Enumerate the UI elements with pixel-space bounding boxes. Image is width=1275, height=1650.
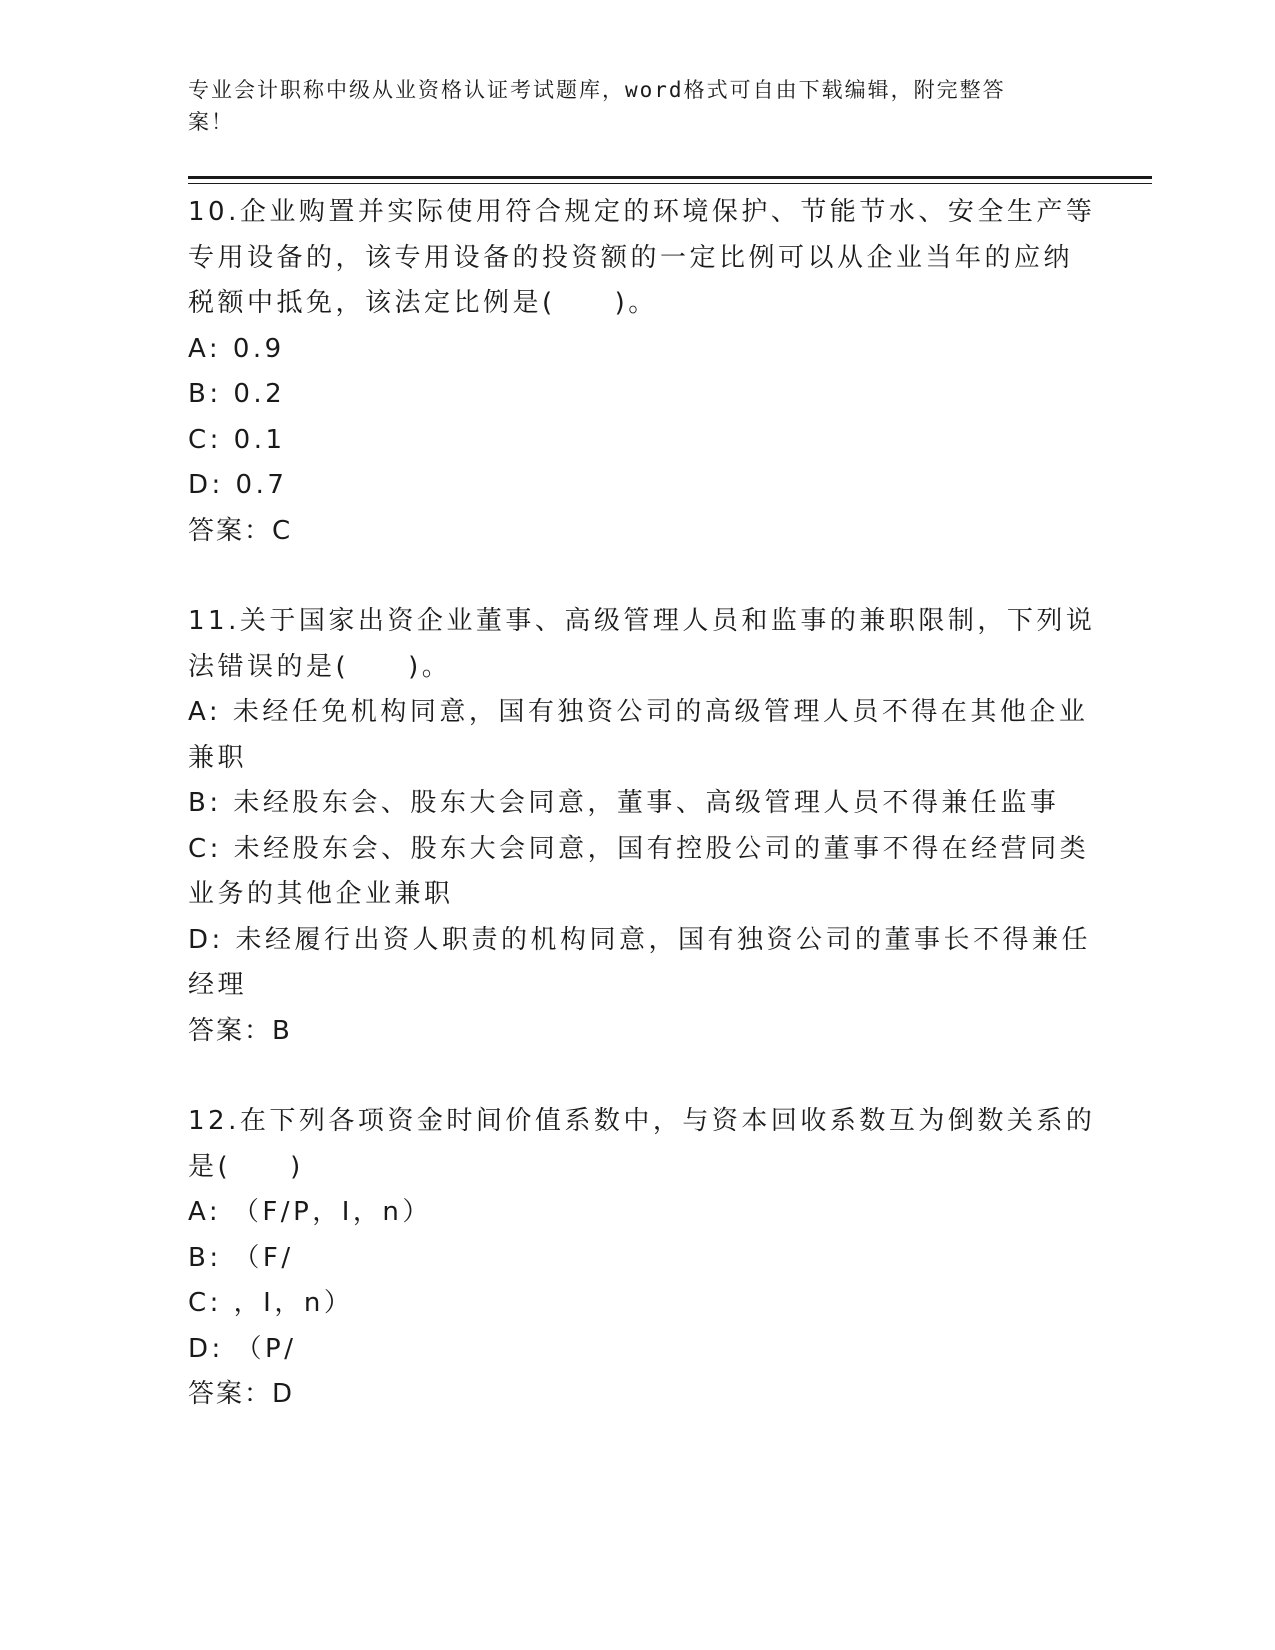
option-b: B: （F/ xyxy=(188,1242,294,1273)
question-block xyxy=(188,1099,1096,1418)
option-a-continued: 兼职 xyxy=(188,742,248,773)
header-line-1: 专业会计职称中级从业资格认证考试题库，word格式可自由下载编辑，附完整答 xyxy=(188,78,1006,102)
option-b: B: 未经股东会、股东大会同意，董事、高级管理人员不得兼任监事 xyxy=(188,788,1060,818)
option-b: B: 0.2 xyxy=(188,379,286,409)
option-d: D: 未经履行出资人职责的机构同意，国有独资公司的董事长不得兼任 xyxy=(188,924,1092,955)
option-a: A: （F/P，I，n） xyxy=(188,1197,432,1227)
document-header xyxy=(188,74,1068,138)
option-c: C: 未经股东会、股东大会同意，国有控股公司的董事不得在经营同类 xyxy=(188,833,1090,864)
question-stem-line: 是( ) xyxy=(188,1151,304,1182)
question-stem-line: 税额中抵免，该法定比例是( )。 xyxy=(188,288,658,318)
question-list xyxy=(188,190,1096,1418)
answer-label: 答案：B xyxy=(188,1015,292,1046)
header-line-2: 案！ xyxy=(188,110,234,134)
question-stem-line: 专用设备的，该专用设备的投资额的一定比例可以从企业当年的应纳 xyxy=(188,242,1074,273)
question-block xyxy=(188,190,1096,554)
option-d: D: （P/ xyxy=(188,1333,297,1364)
option-c: C: ，I，n） xyxy=(188,1288,354,1318)
question-spacer xyxy=(188,1054,1068,1099)
question-block xyxy=(188,599,1096,1054)
question-stem-line: 11.关于国家出资企业董事、高级管理人员和监事的兼职限制，下列说 xyxy=(188,606,1096,636)
option-a: A: 未经任免机构同意，国有独资公司的高级管理人员不得在其他企业 xyxy=(188,697,1089,727)
option-c-continued: 业务的其他企业兼职 xyxy=(188,879,454,909)
question-stem-line: 10.企业购置并实际使用符合规定的环境保护、节能节水、安全生产等 xyxy=(188,197,1096,227)
question-stem-line: 法错误的是( )。 xyxy=(188,651,452,682)
header-rule-thick xyxy=(188,176,1152,179)
question-spacer xyxy=(188,554,1068,599)
answer-label: 答案：D xyxy=(188,1379,295,1409)
option-a: A: 0.9 xyxy=(188,333,285,364)
option-d: D: 0.7 xyxy=(188,470,288,500)
answer-label: 答案：C xyxy=(188,515,293,546)
question-stem-line: 12.在下列各项资金时间价值系数中，与资本回收系数互为倒数关系的 xyxy=(188,1106,1096,1136)
option-c: C: 0.1 xyxy=(188,424,286,455)
option-d-continued: 经理 xyxy=(188,970,248,1000)
header-rule-thin xyxy=(188,183,1152,184)
